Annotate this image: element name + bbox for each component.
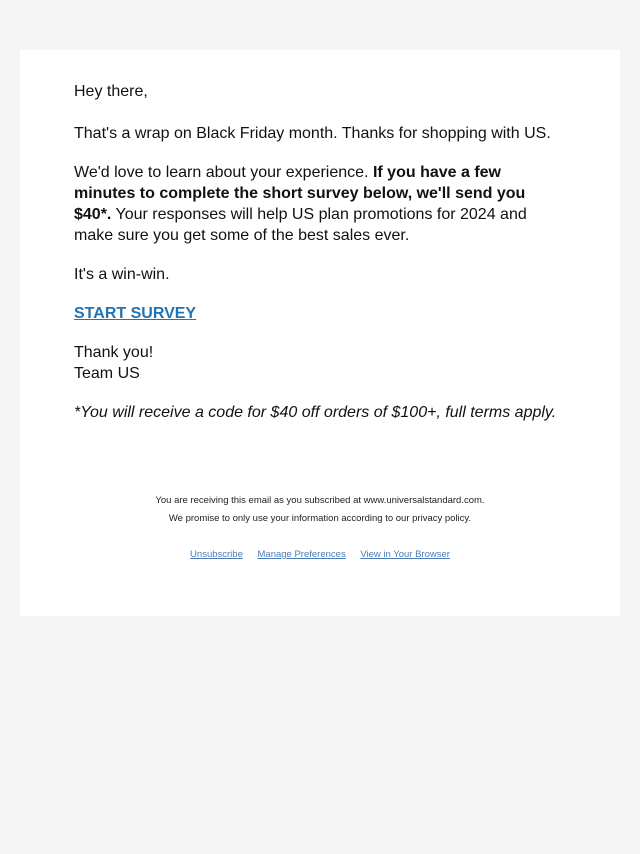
email-card <box>20 50 620 616</box>
survey-invite-rest: Your responses will help US plan promotions for 2024 and make sure you get some of the best sales ever. <box>74 206 527 244</box>
start-survey-link[interactable]: START SURVEY <box>74 305 197 322</box>
survey-link-paragraph <box>74 303 564 324</box>
footer-links <box>20 546 620 564</box>
survey-invite-paragraph <box>74 162 564 246</box>
footer-privacy-note: We promise to only use your information according to our privacy policy. <box>168 513 472 524</box>
email-body <box>74 81 564 423</box>
wrap-text: That's a wrap on Black Friday month. Thanks for shopping with US. <box>74 125 551 142</box>
unsubscribe-link[interactable]: Unsubscribe <box>190 549 243 560</box>
survey-invite-intro: We'd love to learn about your experience. <box>74 164 369 181</box>
footer-subscription-note: You are receiving this email as you subscribed at www.universalstandard.com. <box>155 495 485 506</box>
win-win-text: It's a win-win. <box>74 266 170 283</box>
view-in-browser-link[interactable]: View in Your Browser <box>360 549 450 560</box>
signature-text: Team US <box>74 365 140 382</box>
thanks-text: Thank you! <box>74 344 154 361</box>
signoff <box>74 342 564 384</box>
terms-text: *You will receive a code for $40 off orders of $100+, full terms apply. <box>74 404 557 421</box>
survey-offer-bold: If you have a few minutes to complete the short survey below, we'll send you $40*. <box>74 164 526 223</box>
manage-preferences-link[interactable]: Manage Preferences <box>257 549 346 560</box>
greeting-text: Hey there, <box>74 83 148 100</box>
email-footer <box>20 492 620 564</box>
